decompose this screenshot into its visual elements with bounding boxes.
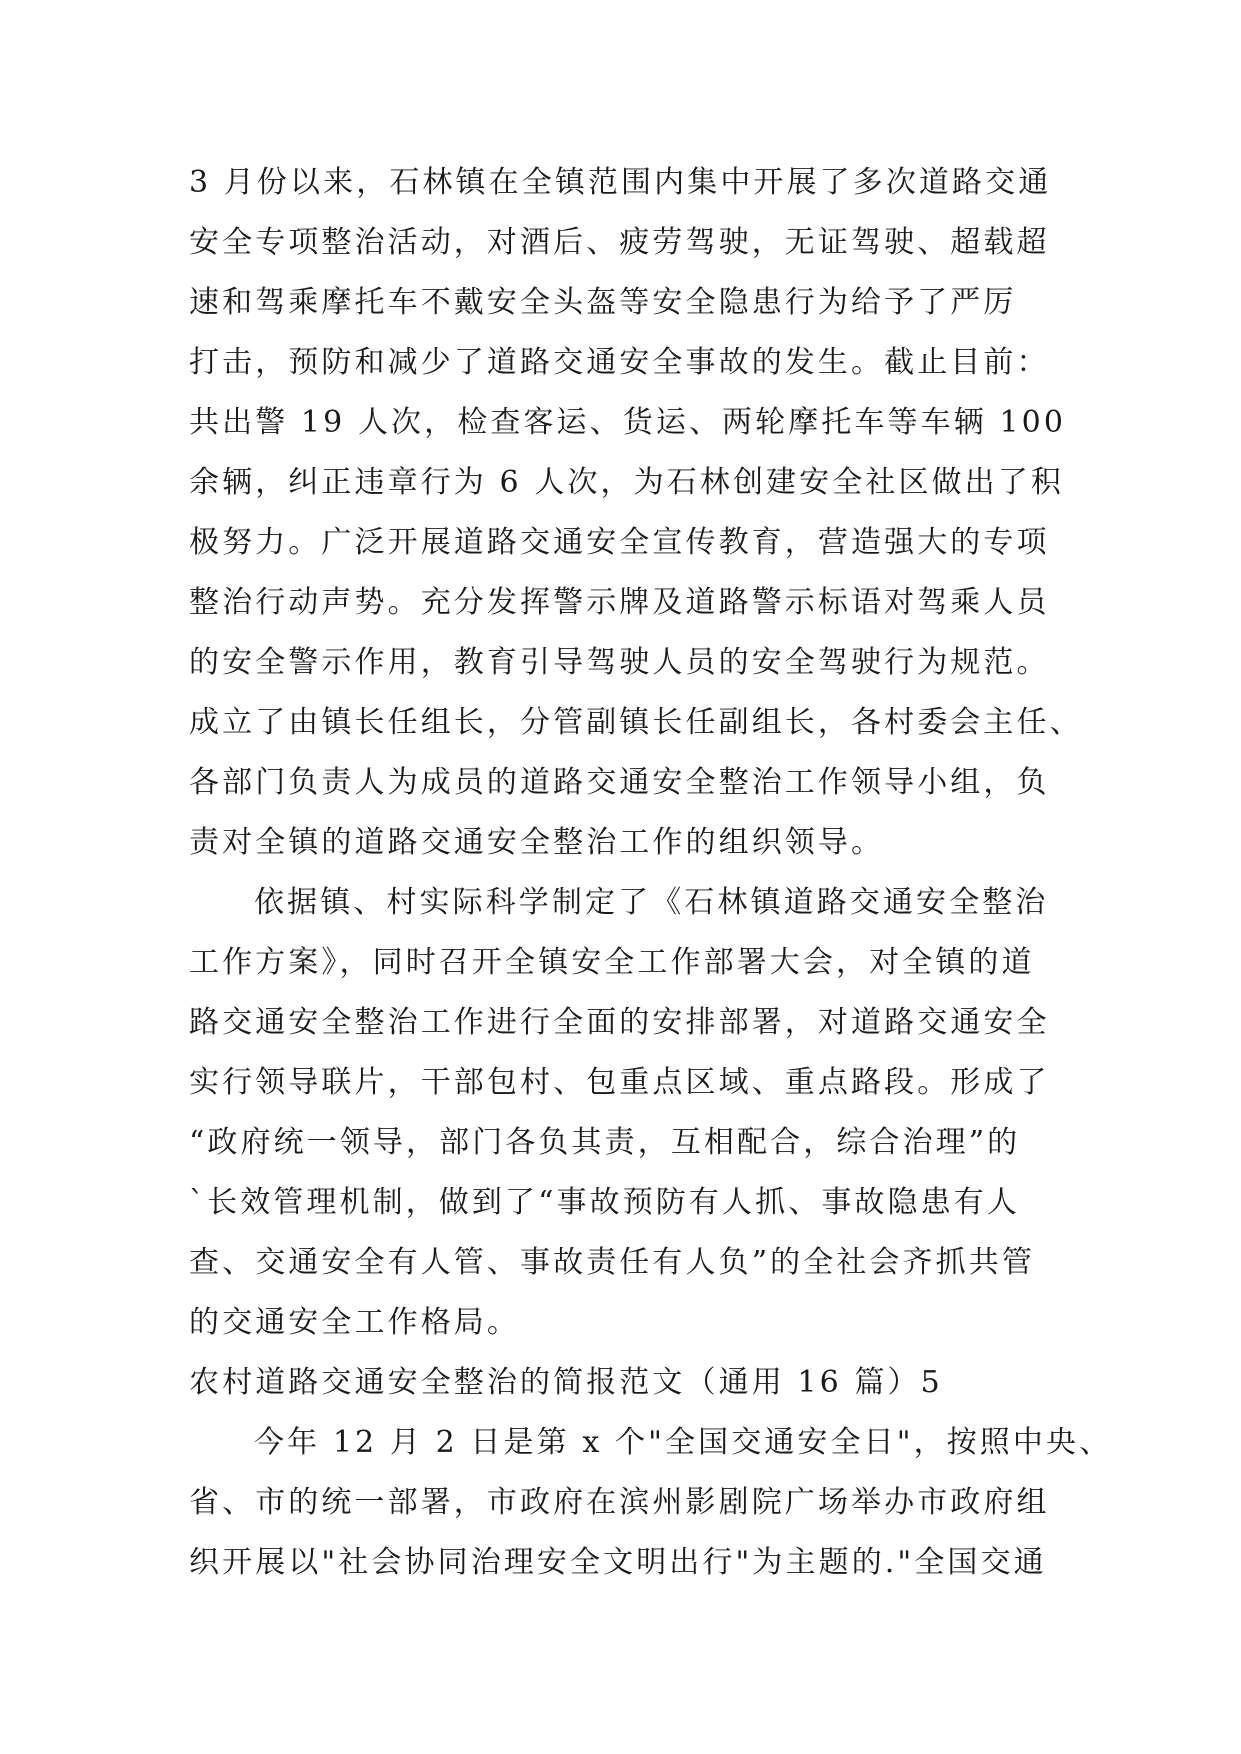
paragraph-1-line-12: 责对全镇的道路交通安全整治工作的组织领导。 (189, 825, 885, 860)
paragraph-1-line-9: 的安全警示作用，教育引导驾驶人员的安全驾驶行为规范。 (189, 645, 1050, 680)
paragraph-1-line-6: 余辆，纠正违章行为 6 人次，为石林创建安全社区做出了积 (189, 465, 1064, 500)
paragraph-1-line-5: 共出警 19 人次，检查客运、货运、两轮摩托车等车辆 100 (189, 405, 1067, 440)
paragraph-2-line-7: 查、交通安全有人管、事故责任有人负”的全社会齐抓共管 (189, 1245, 1035, 1280)
paragraph-1-line-10: 成立了由镇长任组长，分管副镇长任副组长，各村委会主任、 (189, 705, 1083, 740)
paragraph-2-line-3: 路交通安全整治工作进行全面的安排部署，对道路交通安全 (189, 1005, 1050, 1040)
paragraph-1-line-4: 打击，预防和减少了道路交通安全事故的发生。截止目前： (189, 345, 1050, 380)
paragraph-3-line-2: 省、市的统一部署，市政府在滨州影剧院广场举办市政府组 (189, 1485, 1050, 1520)
paragraph-2-line-2: 工作方案》，同时召开全镇安全工作部署大会，对全镇的道 (189, 945, 1035, 980)
paragraph-1-line-8: 整治行动声势。充分发挥警示牌及道路警示标语对驾乘人员 (189, 585, 1050, 620)
paragraph-2-line-8: 的交通安全工作格局。 (189, 1305, 520, 1340)
paragraph-2-line-1: 依据镇、村实际科学制定了《石林镇道路交通安全整治 (254, 885, 1049, 920)
paragraph-1-line-3: 速和驾乘摩托车不戴安全头盔等安全隐患行为给予了严厉 (189, 285, 1017, 320)
paragraph-2-line-6: `长效管理机制，做到了“事故预防有人抓、事故隐患有人 (189, 1185, 1020, 1220)
paragraph-3-line-1: 今年 12 月 2 日是第 x 个"全国交通安全日"，按照中央、 (254, 1425, 1113, 1460)
paragraph-1-line-1: 3 月份以来，石林镇在全镇范围内集中开展了多次道路交通 (189, 165, 1052, 200)
paragraph-1-line-7: 极努力。广泛开展道路交通安全宣传教育，营造强大的专项 (189, 525, 1050, 560)
paragraph-3-line-3: 织开展以"社会协同治理安全文明出行"为主题的."全国交通 (189, 1545, 1047, 1580)
section-title: 农村道路交通安全整治的简报范文（通用 16 篇）5 (189, 1365, 943, 1400)
paragraph-1-line-2: 安全专项整治活动，对酒后、疲劳驾驶，无证驾驶、超载超 (189, 225, 1050, 260)
paragraph-1-line-11: 各部门负责人为成员的道路交通安全整治工作领导小组，负 (189, 765, 1050, 800)
paragraph-2-line-4: 实行领导联片，干部包村、包重点区域、重点路段。形成了 (189, 1065, 1050, 1100)
paragraph-2-line-5: “政府统一领导，部门各负其责，互相配合，综合治理”的 (189, 1125, 1021, 1160)
